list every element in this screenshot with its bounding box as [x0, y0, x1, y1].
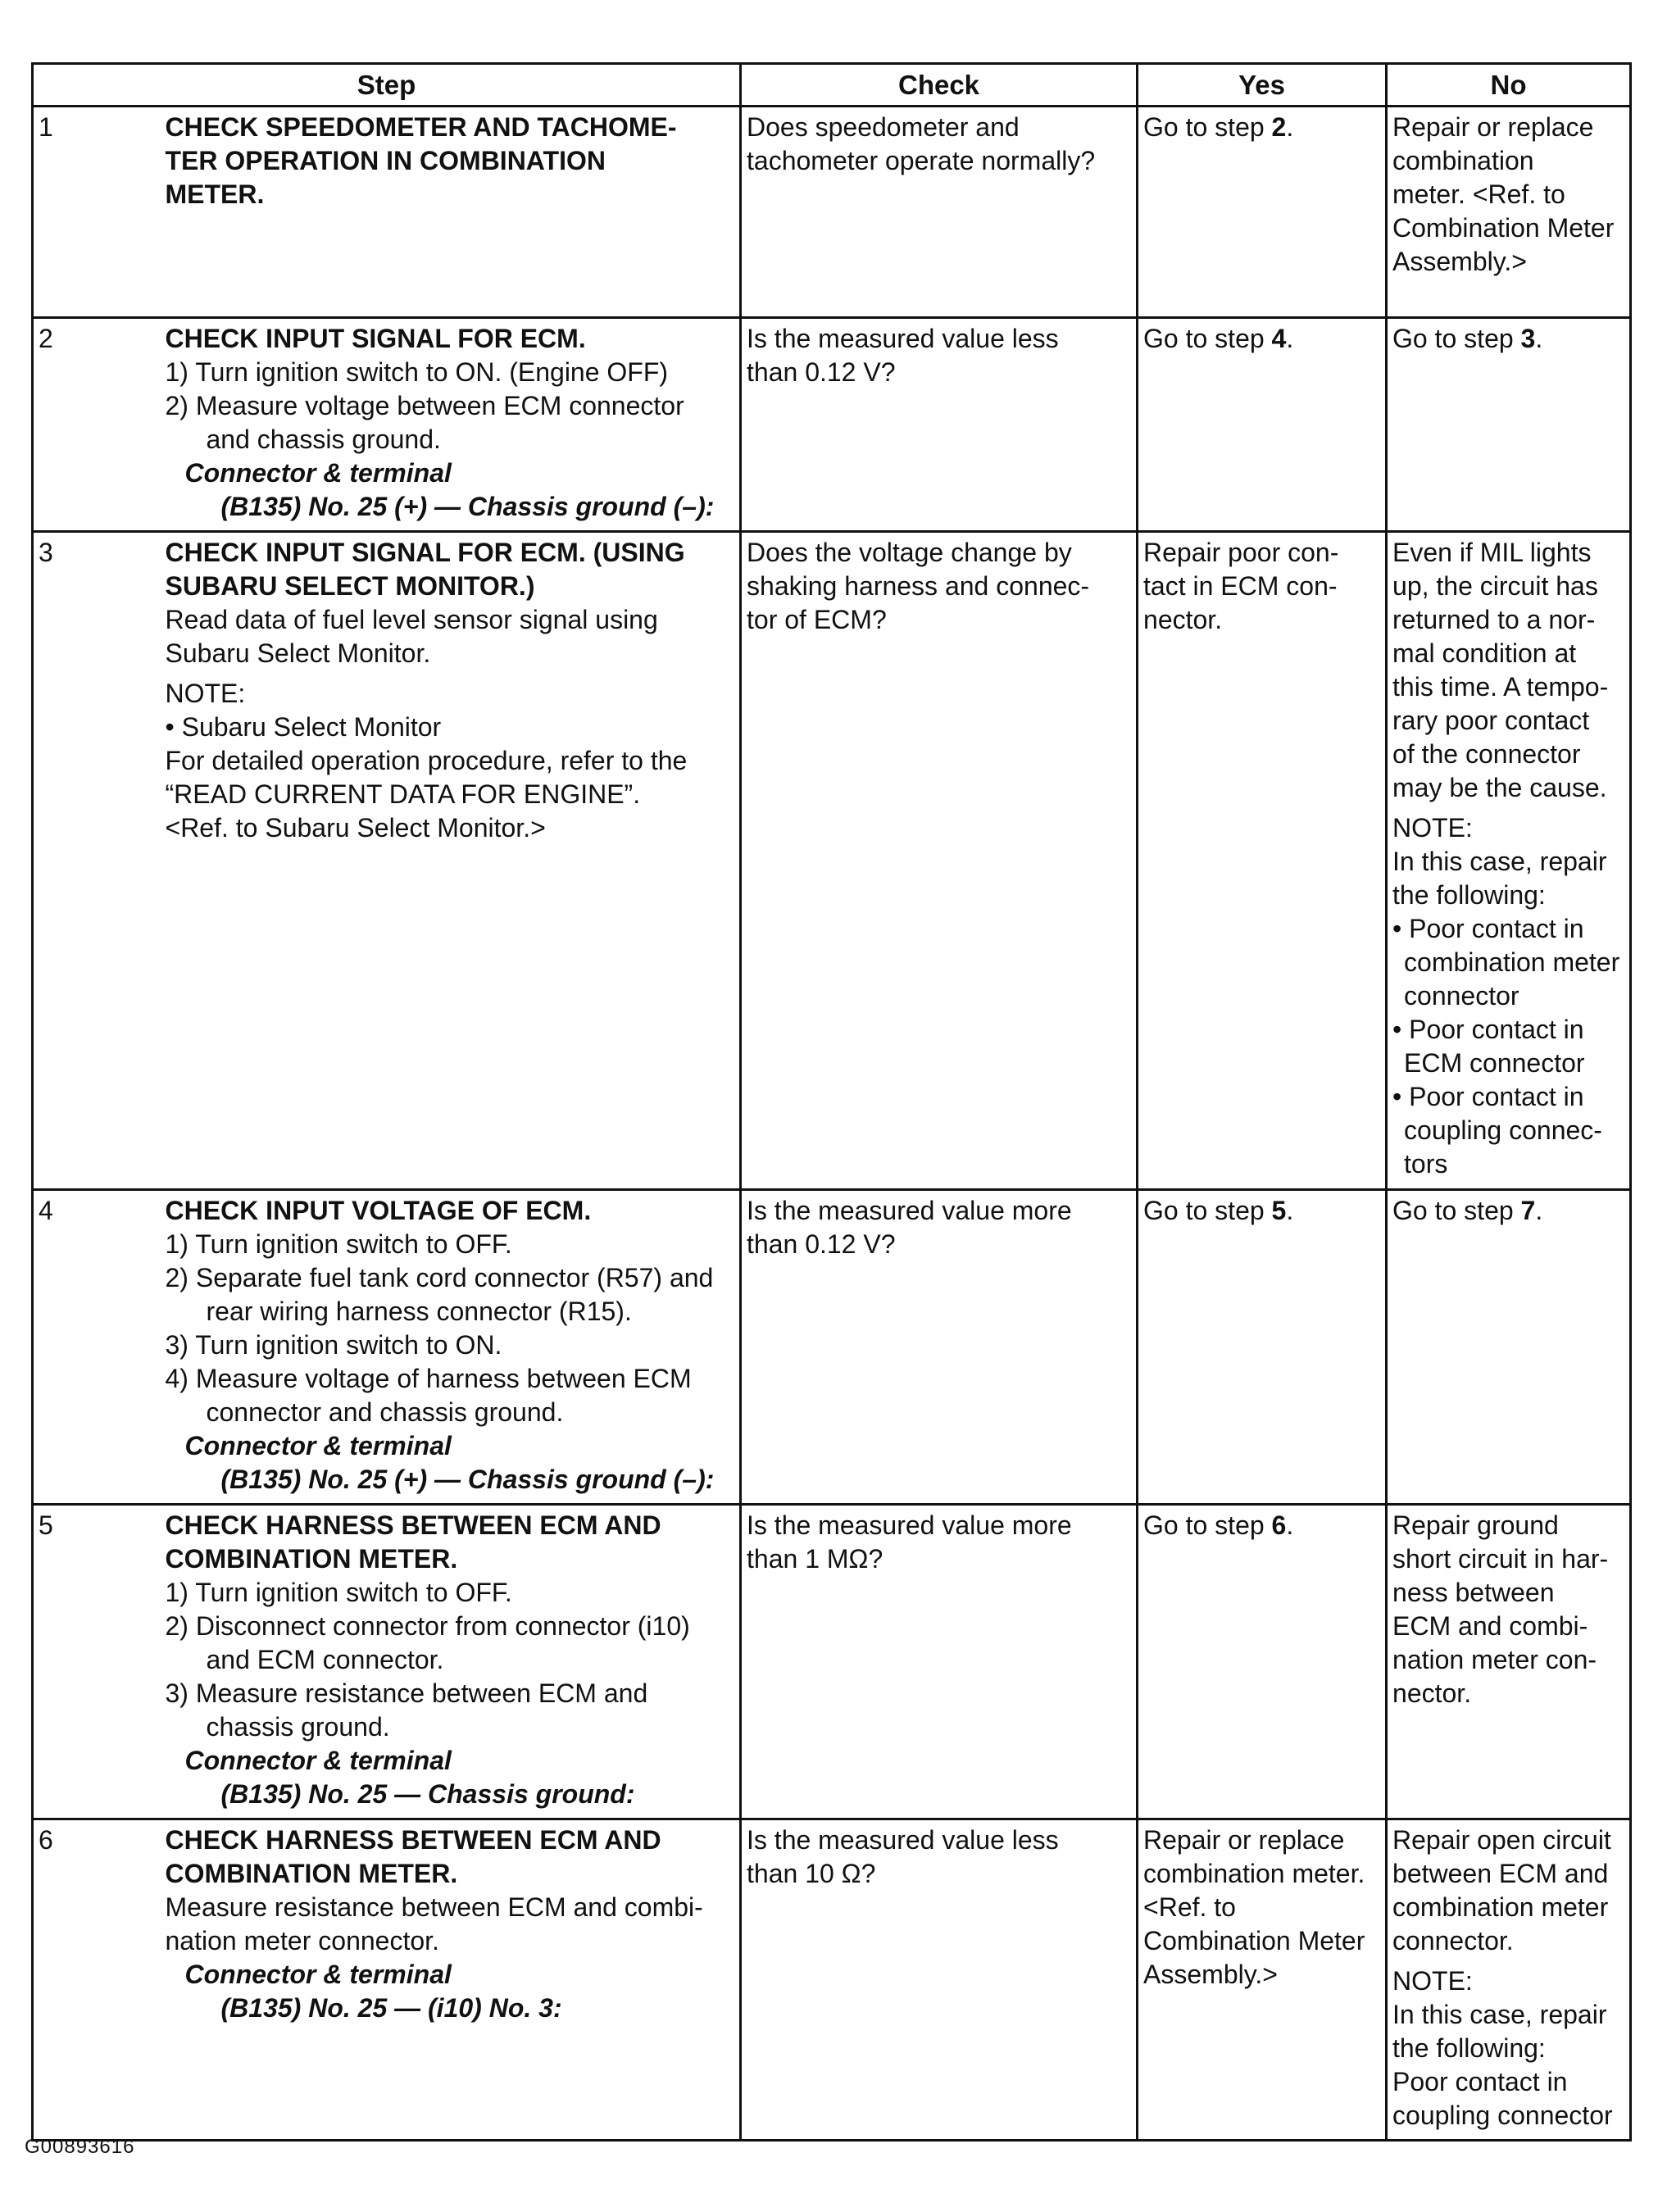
no-suffix: . — [1535, 324, 1543, 353]
header-check: Check — [741, 64, 1138, 107]
check-text-line: Is the measured value more — [747, 1510, 1072, 1540]
terminal-spec: (B135) No. 25 — (i10) No. 3: — [220, 1993, 562, 2023]
table-row — [33, 1505, 1631, 1819]
figure-code: G00893616 — [25, 2136, 135, 2158]
check-cell — [741, 107, 1138, 318]
step-body-line: Read data of fuel level sensor signal using — [165, 605, 658, 634]
no-text-line: of the connector — [1392, 739, 1581, 769]
yes-suffix: . — [1286, 324, 1294, 353]
no-text-line: this time. A tempo- — [1392, 672, 1609, 702]
no-bullet-item: • Poor contact in coupling connec-tors — [1392, 1082, 1602, 1179]
step-number: 3 — [33, 532, 161, 1190]
no-cell — [1387, 1505, 1631, 1819]
diagnostic-procedure-table — [31, 62, 1632, 2142]
yes-text: Go to step — [1143, 1510, 1272, 1540]
yes-cell — [1138, 1190, 1387, 1505]
terminal-spec: (B135) No. 25 (+) — Chassis ground (–): — [220, 492, 715, 521]
no-note-line: coupling connector — [1392, 2101, 1613, 2130]
no-note-line: In this case, repair — [1392, 2000, 1607, 2029]
no-text-line: Combination Meter — [1392, 213, 1615, 243]
no-cell — [1387, 1190, 1631, 1505]
spacer — [166, 670, 735, 677]
no-cell — [1387, 532, 1631, 1190]
check-text-line: Does the voltage change by — [747, 538, 1072, 567]
yes-cell — [1138, 1819, 1387, 2141]
procedure-step: 3) Measure resistance between ECM and chassis ground. — [165, 1678, 648, 1742]
header-no: No — [1387, 64, 1631, 107]
no-cell — [1387, 318, 1631, 532]
no-text-line: Repair or replace — [1392, 112, 1594, 142]
check-cell — [741, 318, 1138, 532]
no-text-line: Even if MIL lights — [1392, 538, 1592, 567]
yes-text-line: Combination Meter — [1143, 1926, 1365, 1955]
no-note-line: Poor contact in — [1392, 2067, 1568, 2096]
yes-step-ref: 4 — [1271, 324, 1287, 353]
no-text-line: Assembly.> — [1392, 247, 1527, 276]
yes-text: Go to step — [1143, 1196, 1272, 1225]
procedure-step: 1) Turn ignition switch to OFF. — [165, 1578, 512, 1607]
yes-step-ref: 2 — [1271, 112, 1287, 142]
connector-label: Connector & terminal — [184, 1960, 452, 1989]
yes-suffix: . — [1286, 1510, 1294, 1540]
yes-cell — [1138, 1505, 1387, 1819]
step-title-line: CHECK SPEEDOMETER AND TACHOME- — [165, 112, 677, 142]
no-text-line: rary poor contact — [1392, 706, 1590, 735]
yes-text-line: Assembly.> — [1143, 1960, 1278, 1989]
table-header-row — [33, 64, 1631, 107]
step-number: 4 — [33, 1190, 161, 1505]
note-label: NOTE: — [165, 679, 246, 708]
table-row — [33, 532, 1631, 1190]
note-line: For detailed operation procedure, refer to the — [165, 746, 688, 775]
step-body-line: Measure resistance between ECM and combi- — [165, 1892, 703, 1922]
no-text-line: may be the cause. — [1392, 773, 1607, 802]
no-text-line: between ECM and — [1392, 1859, 1609, 1888]
procedure-step: 2) Disconnect connector from connector (i10) and ECM connector. — [165, 1611, 690, 1674]
yes-suffix: . — [1286, 112, 1294, 142]
no-text-line: connector. — [1392, 1926, 1514, 1955]
check-text-line: Is the measured value less — [747, 1825, 1059, 1855]
check-text-line: Is the measured value more — [747, 1196, 1072, 1225]
header-step: Step — [33, 64, 741, 107]
procedure-step: 4) Measure voltage of harness between ECM connector and chassis ground. — [165, 1364, 692, 1427]
step-description — [161, 1819, 741, 2141]
step-body-line: nation meter connector. — [165, 1926, 439, 1955]
no-text-line: nector. — [1392, 1678, 1472, 1708]
yes-step-ref: 5 — [1271, 1196, 1287, 1225]
check-text-line: Does speedometer and — [747, 112, 1020, 142]
no-text-line: Repair ground — [1392, 1510, 1559, 1540]
no-text-line: mal condition at — [1392, 638, 1577, 668]
no-note-label: NOTE: — [1392, 813, 1473, 843]
check-text-line: than 10 Ω? — [747, 1859, 876, 1888]
step-title-line: COMBINATION METER. — [165, 1859, 458, 1888]
spacer — [1392, 1958, 1624, 1964]
no-note-line: the following: — [1392, 880, 1546, 910]
no-text-line: ECM and combi- — [1392, 1611, 1588, 1641]
check-text-line: than 1 MΩ? — [747, 1544, 884, 1574]
connector-label: Connector & terminal — [184, 1431, 452, 1460]
step-title-line: SUBARU SELECT MONITOR.) — [165, 571, 535, 601]
terminal-spec: (B135) No. 25 (+) — Chassis ground (–): — [220, 1465, 715, 1494]
yes-text-line: Repair or replace — [1143, 1825, 1345, 1855]
check-cell — [741, 532, 1138, 1190]
step-description — [161, 318, 741, 532]
no-text-line: combination — [1392, 146, 1534, 175]
no-note-label: NOTE: — [1392, 1966, 1473, 1996]
no-note-line: the following: — [1392, 2033, 1546, 2063]
step-title: CHECK INPUT VOLTAGE OF ECM. — [165, 1196, 592, 1225]
step-number: 1 — [33, 107, 161, 318]
check-cell — [741, 1505, 1138, 1819]
step-title-line: CHECK INPUT SIGNAL FOR ECM. (USING — [165, 538, 685, 567]
note-line: “READ CURRENT DATA FOR ENGINE”. — [165, 779, 641, 809]
check-text-line: tachometer operate normally? — [747, 146, 1096, 175]
procedure-step: 2) Separate fuel tank cord connector (R57) and rear wiring harness connector (R15). — [165, 1263, 714, 1326]
yes-text: Go to step — [1143, 324, 1272, 353]
table-row — [33, 1190, 1631, 1505]
note-line: <Ref. to Subaru Select Monitor.> — [165, 813, 546, 843]
no-cell — [1387, 1819, 1631, 2141]
step-title-line: CHECK HARNESS BETWEEN ECM AND — [165, 1825, 661, 1855]
step-title-line: CHECK HARNESS BETWEEN ECM AND — [165, 1510, 661, 1540]
yes-text-line: combination meter. — [1143, 1859, 1365, 1888]
check-text-line: than 0.12 V? — [747, 1229, 896, 1259]
no-text-line: short circuit in har- — [1392, 1544, 1609, 1574]
no-note-line: In this case, repair — [1392, 847, 1607, 876]
note-line: • Subaru Select Monitor — [165, 712, 442, 742]
no-text-line: meter. <Ref. to — [1392, 179, 1565, 209]
step-title-line: TER OPERATION IN COMBINATION — [165, 146, 606, 175]
table-row — [33, 318, 1631, 532]
no-text-line: returned to a nor- — [1392, 605, 1596, 634]
table-row — [33, 1819, 1631, 2141]
check-text-line: Is the measured value less — [747, 324, 1059, 353]
procedure-step: 1) Turn ignition switch to ON. (Engine OFF) — [165, 357, 669, 387]
no-bullet-item: • Poor contact in ECM connector — [1392, 1015, 1585, 1078]
step-description — [161, 1190, 741, 1505]
step-number: 5 — [33, 1505, 161, 1819]
spacer — [1392, 805, 1624, 811]
yes-cell — [1138, 318, 1387, 532]
check-cell — [741, 1819, 1138, 2141]
no-text: Go to step — [1392, 324, 1521, 353]
procedure-step: 1) Turn ignition switch to OFF. — [165, 1229, 512, 1259]
yes-step-ref: 6 — [1271, 1510, 1287, 1540]
procedure-step: 3) Turn ignition switch to ON. — [165, 1330, 502, 1360]
step-title-line: METER. — [165, 179, 265, 209]
check-text-line: shaking harness and connec- — [747, 571, 1090, 601]
no-step-ref: 3 — [1520, 324, 1536, 353]
no-text-line: Repair open circuit — [1392, 1825, 1611, 1855]
header-yes: Yes — [1138, 64, 1387, 107]
no-text-line: combination meter — [1392, 1892, 1609, 1922]
table-row — [33, 107, 1631, 318]
check-text-line: than 0.12 V? — [747, 357, 896, 387]
connector-label: Connector & terminal — [184, 458, 452, 488]
step-number: 6 — [33, 1819, 161, 2141]
no-step-ref: 7 — [1520, 1196, 1536, 1225]
step-number: 2 — [33, 318, 161, 532]
no-cell — [1387, 107, 1631, 318]
procedure-step: 2) Measure voltage between ECM connector and chassis ground. — [165, 391, 684, 454]
diagnostic-table-container — [31, 62, 1629, 2142]
step-description — [161, 532, 741, 1190]
connector-label: Connector & terminal — [184, 1746, 452, 1775]
no-text: Go to step — [1392, 1196, 1521, 1225]
check-text-line: tor of ECM? — [747, 605, 887, 634]
step-title-line: COMBINATION METER. — [165, 1544, 458, 1574]
no-text-line: ness between — [1392, 1578, 1555, 1607]
no-text-line: up, the circuit has — [1392, 571, 1598, 601]
check-cell — [741, 1190, 1138, 1505]
no-suffix: . — [1535, 1196, 1543, 1225]
step-description — [161, 1505, 741, 1819]
step-body-line: Subaru Select Monitor. — [165, 638, 431, 668]
yes-text-line: nector. — [1143, 605, 1223, 634]
yes-text: Go to step — [1143, 112, 1272, 142]
yes-cell — [1138, 532, 1387, 1190]
terminal-spec: (B135) No. 25 — Chassis ground: — [220, 1779, 635, 1809]
yes-text-line: tact in ECM con- — [1143, 571, 1338, 601]
yes-suffix: . — [1286, 1196, 1294, 1225]
yes-cell — [1138, 107, 1387, 318]
step-description — [161, 107, 741, 318]
yes-text-line: Repair poor con- — [1143, 538, 1339, 567]
yes-text-line: <Ref. to — [1143, 1892, 1236, 1922]
no-bullet-item: • Poor contact in combination meter connector — [1392, 914, 1620, 1011]
no-text-line: nation meter con- — [1392, 1645, 1597, 1674]
step-title: CHECK INPUT SIGNAL FOR ECM. — [165, 324, 586, 353]
